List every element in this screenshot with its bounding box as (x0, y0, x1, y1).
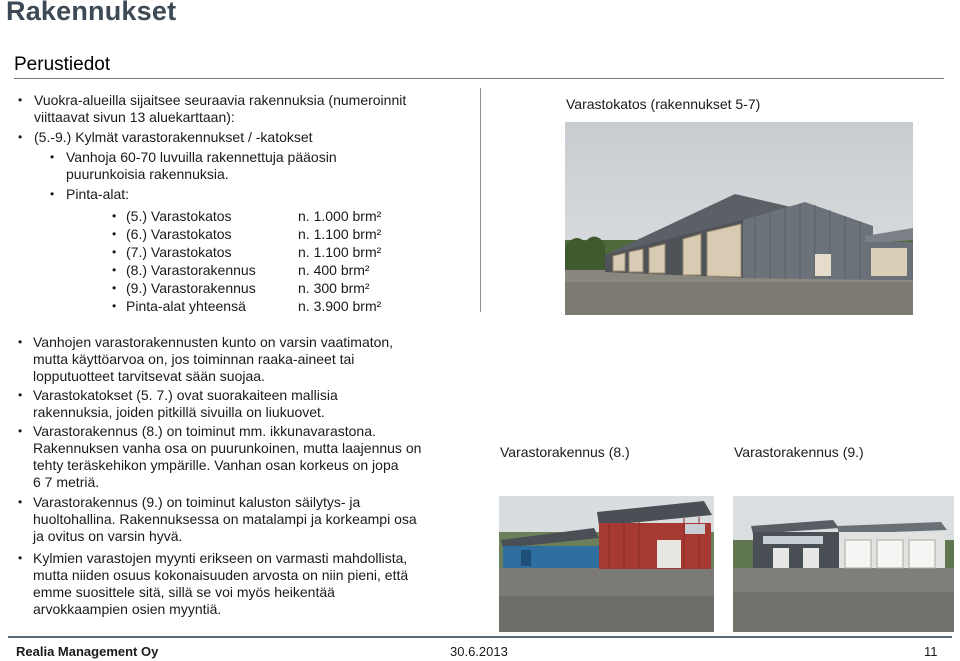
sale-line-4: arvokkaampien osien myyntiä. (33, 601, 222, 617)
bullet-dot: • (50, 150, 55, 164)
building8-line-1: Varastorakennus (8.) on toiminut mm. ikkunavarastona. (33, 423, 376, 439)
area-total-value: n. 3.900 brm² (298, 298, 382, 314)
condition-line-1: Vanhojen varastorakennusten kunto on varsin vaatimaton, (33, 334, 394, 350)
intro-line-1: Vuokra-alueilla sijaitsee seuraavia rakennuksia (numeroinnit (34, 92, 407, 108)
footer-company: Realia Management Oy (16, 644, 159, 659)
sale-line-1: Kylmien varastojen myynti erikseen on varmasti mahdollista, (33, 550, 408, 566)
column-divider (480, 88, 481, 312)
building8-photo-illustration (499, 496, 714, 632)
age-line-2: puurunkoisia rakennuksia. (66, 166, 229, 182)
building8-line-2: Rakennuksen vanha osa on puurunkoinen, mutta laajennus on (33, 440, 422, 456)
area-value: n. 400 brm² (298, 262, 370, 278)
footer-divider (8, 636, 952, 638)
area-value: n. 1.100 brm² (298, 244, 382, 260)
area-value: n. 300 brm² (298, 280, 370, 296)
building9-line-2: huoltohallina. Rakennuksessa on matalampi ja korkeampi osa (33, 511, 417, 527)
bullet-dot: • (18, 551, 23, 565)
condition-line-2: mutta käyttöarvoa on, jos toiminnan raaka-aineet tai (33, 351, 355, 367)
building8-line-3: tehty teräskehikon ympärille. Vanhan osan korkeus on jopa (33, 457, 399, 473)
building9-line-1: Varastorakennus (9.) on toiminut kaluston säilytys- ja (33, 494, 361, 510)
area-name: (9.) Varastorakennus (126, 280, 256, 296)
bullet-dot: • (18, 424, 23, 438)
shelter-line-2: rakennuksia, joiden pitkillä sivuilla on liukuovet. (33, 404, 325, 420)
areas-heading: Pinta-alat: (66, 186, 130, 202)
intro-line-2: viittaavat sivun 13 aluekarttaan): (34, 109, 235, 125)
shelter-line-1: Varastokatokset (5. 7.) ovat suorakaiteen mallisia (33, 387, 338, 403)
photo-storage-shelters (565, 122, 913, 315)
cold-storage-heading: (5.-9.) Kylmät varastorakennukset / -katokset (34, 129, 313, 145)
condition-line-3: lopputuotteet tarvitsevat sään suojaa. (33, 368, 265, 384)
photo-caption-shelters: Varastokatos (rakennukset 5-7) (566, 96, 761, 112)
building9-line-3: ja ovitus on varsin hyvä. (33, 528, 183, 544)
page-title: Rakennukset (6, 0, 177, 26)
bullet-dot: • (50, 187, 55, 201)
building9-photo-illustration (733, 496, 954, 632)
bullet-list-lower (14, 334, 464, 624)
area-total-name: Pinta-alat yhteensä (126, 298, 246, 314)
photo-caption-building9: Varastorakennus (9.) (734, 444, 864, 460)
area-name: (7.) Varastokatos (126, 244, 232, 260)
bullet-dot: • (112, 245, 117, 259)
area-name: (5.) Varastokatos (126, 208, 232, 224)
bullet-dot: • (112, 281, 117, 295)
subtitle-divider (14, 78, 944, 79)
section-subtitle: Perustiedot (14, 54, 111, 75)
sale-line-2: mutta niiden osuus kokonaisuuden arvosta on niin pieni, että (33, 567, 409, 583)
bullet-dot: • (112, 209, 117, 223)
bullet-dot: • (18, 130, 23, 144)
photo-building-8 (499, 496, 714, 632)
bullet-dot: • (112, 299, 117, 313)
area-value: n. 1.000 brm² (298, 208, 382, 224)
footer-page-number: 11 (924, 644, 938, 659)
photo-building-9 (733, 496, 954, 632)
building8-line-4: 6 7 metriä. (33, 474, 100, 490)
bullet-dot: • (18, 93, 23, 107)
sale-line-3: emme suosittele sitä, sillä se voi myös heikentää (33, 584, 335, 600)
photo-caption-building8: Varastorakennus (8.) (500, 444, 630, 460)
age-line-1: Vanhoja 60-70 luvuilla rakennettuja pääosin (66, 149, 337, 165)
area-value: n. 1.100 brm² (298, 226, 382, 242)
bullet-dot: • (18, 388, 23, 402)
bullet-dot: • (112, 227, 117, 241)
area-name: (8.) Varastorakennus (126, 262, 256, 278)
bullet-dot: • (112, 263, 117, 277)
area-name: (6.) Varastokatos (126, 226, 232, 242)
footer-date: 30.6.2013 (450, 644, 508, 659)
bullet-dot: • (18, 335, 23, 349)
bullet-list-upper (14, 92, 474, 322)
bullet-dot: • (18, 495, 23, 509)
shelter-photo-illustration (565, 122, 913, 315)
